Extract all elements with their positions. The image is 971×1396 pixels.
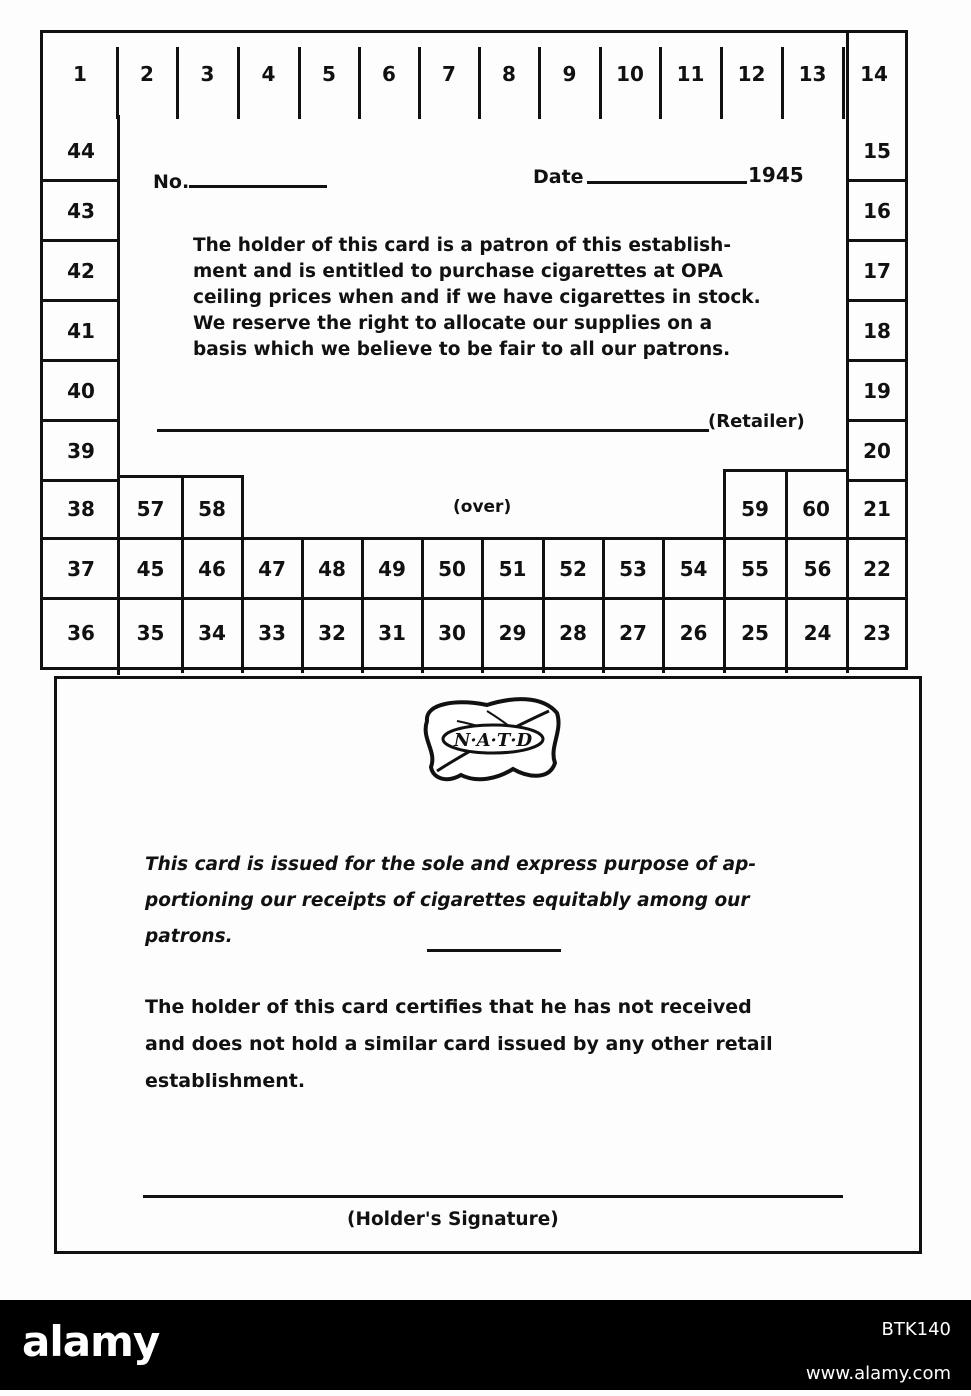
- coupon-cell[interactable]: 35: [136, 621, 165, 645]
- holder-signature-line: [143, 1195, 843, 1198]
- coupon-cell[interactable]: 54: [679, 557, 708, 581]
- coupon-cell[interactable]: 17: [863, 259, 891, 283]
- statement-line: ceiling prices when and if we have cigarettes in stock.: [193, 287, 761, 308]
- coupon-cell[interactable]: 2: [140, 62, 154, 86]
- retailer-signature-line: [157, 429, 709, 432]
- coupon-cell[interactable]: 24: [803, 621, 832, 645]
- coupon-cell[interactable]: 7: [442, 62, 456, 86]
- coupon-cell[interactable]: 33: [258, 621, 286, 645]
- patron-statement: [193, 233, 761, 363]
- ration-card-back: [54, 676, 922, 1254]
- coupon-cell[interactable]: 14: [860, 62, 888, 86]
- coupon-cell[interactable]: 29: [498, 621, 527, 645]
- purpose-line: patrons.: [145, 926, 233, 947]
- grid-divider: [301, 539, 304, 673]
- coupon-cell[interactable]: 8: [502, 62, 516, 86]
- grid-divider: [542, 539, 545, 673]
- certify-line: establishment.: [145, 1070, 306, 1092]
- natd-leaf-logo: [417, 691, 567, 787]
- site-url: www.alamy.com: [805, 1363, 951, 1384]
- year-label: 1945: [748, 163, 804, 187]
- coupon-cell[interactable]: 20: [863, 439, 891, 463]
- retailer-label: (Retailer): [708, 411, 805, 432]
- coupon-cell[interactable]: 47: [258, 557, 286, 581]
- grid-divider: [481, 539, 484, 673]
- coupon-cell[interactable]: 9: [562, 62, 577, 86]
- grid-divider: [176, 47, 179, 119]
- grid-divider: [241, 539, 244, 673]
- coupon-cell[interactable]: 12: [737, 62, 766, 86]
- coupon-cell[interactable]: 49: [378, 557, 406, 581]
- watermark-logo: alamy: [22, 1317, 160, 1366]
- coupon-cell[interactable]: 41: [67, 319, 95, 343]
- coupon-cell[interactable]: 11: [676, 62, 705, 86]
- coupon-cell[interactable]: 46: [198, 557, 226, 581]
- coupon-cell[interactable]: 56: [803, 557, 832, 581]
- coupon-cell[interactable]: 30: [438, 621, 466, 645]
- coupon-cell[interactable]: 55: [741, 557, 769, 581]
- coupon-cell[interactable]: 59: [741, 497, 769, 521]
- image-id: BTK140: [881, 1319, 951, 1340]
- coupon-cell[interactable]: 43: [67, 199, 95, 223]
- date-field-label: Date: [533, 166, 584, 188]
- grid-divider: [298, 47, 301, 119]
- certification-statement: [145, 989, 773, 1100]
- coupon-cell[interactable]: 36: [67, 621, 95, 645]
- coupon-cell[interactable]: 58: [198, 497, 226, 521]
- grid-divider: [720, 47, 723, 119]
- coupon-cell[interactable]: 53: [619, 557, 647, 581]
- coupon-cell[interactable]: 16: [863, 199, 891, 223]
- coupon-cell[interactable]: 25: [741, 621, 769, 645]
- holder-signature-label: (Holder's Signature): [347, 1209, 559, 1230]
- coupon-cell[interactable]: 21: [863, 497, 891, 521]
- statement-line: ment and is entitled to purchase cigarettes at OPA: [193, 261, 723, 282]
- coupon-cell[interactable]: 39: [67, 439, 95, 463]
- certify-line: and does not hold a similar card issued by any other retail: [145, 1033, 773, 1055]
- logo-text: N·A·T·D: [453, 730, 533, 751]
- coupon-cell[interactable]: 10: [616, 62, 644, 86]
- coupon-cell[interactable]: 44: [67, 139, 95, 163]
- coupon-cell[interactable]: 18: [863, 319, 891, 343]
- coupon-cell[interactable]: 57: [136, 497, 165, 521]
- coupon-cell[interactable]: 5: [322, 62, 336, 86]
- coupon-cell[interactable]: 19: [863, 379, 891, 403]
- grid-divider: [602, 539, 605, 673]
- coupon-cell[interactable]: 45: [136, 557, 165, 581]
- coupon-cell[interactable]: 32: [318, 621, 346, 645]
- coupon-cell[interactable]: 4: [261, 62, 276, 86]
- coupon-cell[interactable]: 38: [67, 497, 95, 521]
- coupon-cell[interactable]: 13: [798, 62, 827, 86]
- stock-info: [806, 1308, 951, 1396]
- grid-divider: [421, 539, 424, 673]
- coupon-cell[interactable]: 50: [438, 557, 466, 581]
- statement-line: The holder of this card is a patron of this establish-: [193, 235, 732, 256]
- coupon-cell[interactable]: 60: [802, 497, 830, 521]
- coupon-cell[interactable]: 26: [679, 621, 708, 645]
- coupon-cell[interactable]: 15: [863, 139, 891, 163]
- coupon-cell[interactable]: 42: [67, 259, 95, 283]
- over-label: (over): [453, 497, 512, 517]
- statement-line: basis which we believe to be fair to all our patrons.: [193, 339, 731, 360]
- statement-line: We reserve the right to allocate our supplies on a: [193, 313, 713, 334]
- ration-card-front: [40, 30, 908, 670]
- coupon-cell[interactable]: 31: [378, 621, 406, 645]
- grid-divider: [599, 47, 602, 119]
- coupon-cell[interactable]: 40: [67, 379, 95, 403]
- certify-line: The holder of this card certifies that he has not received: [145, 996, 752, 1018]
- grid-divider: [659, 47, 662, 119]
- coupon-cell[interactable]: 37: [67, 557, 95, 581]
- grid-divider: [842, 47, 845, 119]
- grid-divider: [478, 47, 481, 119]
- coupon-cell[interactable]: 27: [619, 621, 647, 645]
- purpose-line: portioning our receipts of cigarettes equitably among our: [145, 890, 750, 911]
- separator-rule: [427, 949, 561, 952]
- purpose-line: This card is issued for the sole and express purpose of ap-: [145, 854, 757, 875]
- coupon-cell[interactable]: 1: [73, 62, 87, 86]
- number-field-label: No.: [153, 171, 190, 193]
- coupon-cell[interactable]: 22: [863, 557, 891, 581]
- coupon-cell[interactable]: 48: [318, 557, 346, 581]
- date-field-line: [587, 181, 747, 184]
- coupon-cell[interactable]: 34: [198, 621, 226, 645]
- coupon-cell[interactable]: 3: [200, 62, 215, 86]
- grid-divider: [237, 47, 240, 119]
- grid-divider: [538, 47, 541, 119]
- purpose-statement: [145, 847, 756, 955]
- grid-divider: [662, 539, 665, 673]
- grid-divider: [361, 539, 364, 673]
- coupon-cell[interactable]: 28: [559, 621, 587, 645]
- grid-divider: [723, 539, 726, 673]
- grid-divider: [358, 47, 361, 119]
- coupon-cell[interactable]: 52: [559, 557, 587, 581]
- grid-divider: [116, 47, 119, 119]
- grid-divider: [781, 47, 784, 119]
- coupon-cell[interactable]: 51: [498, 557, 527, 581]
- number-field-line: [189, 185, 327, 188]
- grid-divider: [418, 47, 421, 119]
- coupon-cell[interactable]: 23: [863, 621, 891, 645]
- coupon-cell[interactable]: 6: [382, 62, 396, 86]
